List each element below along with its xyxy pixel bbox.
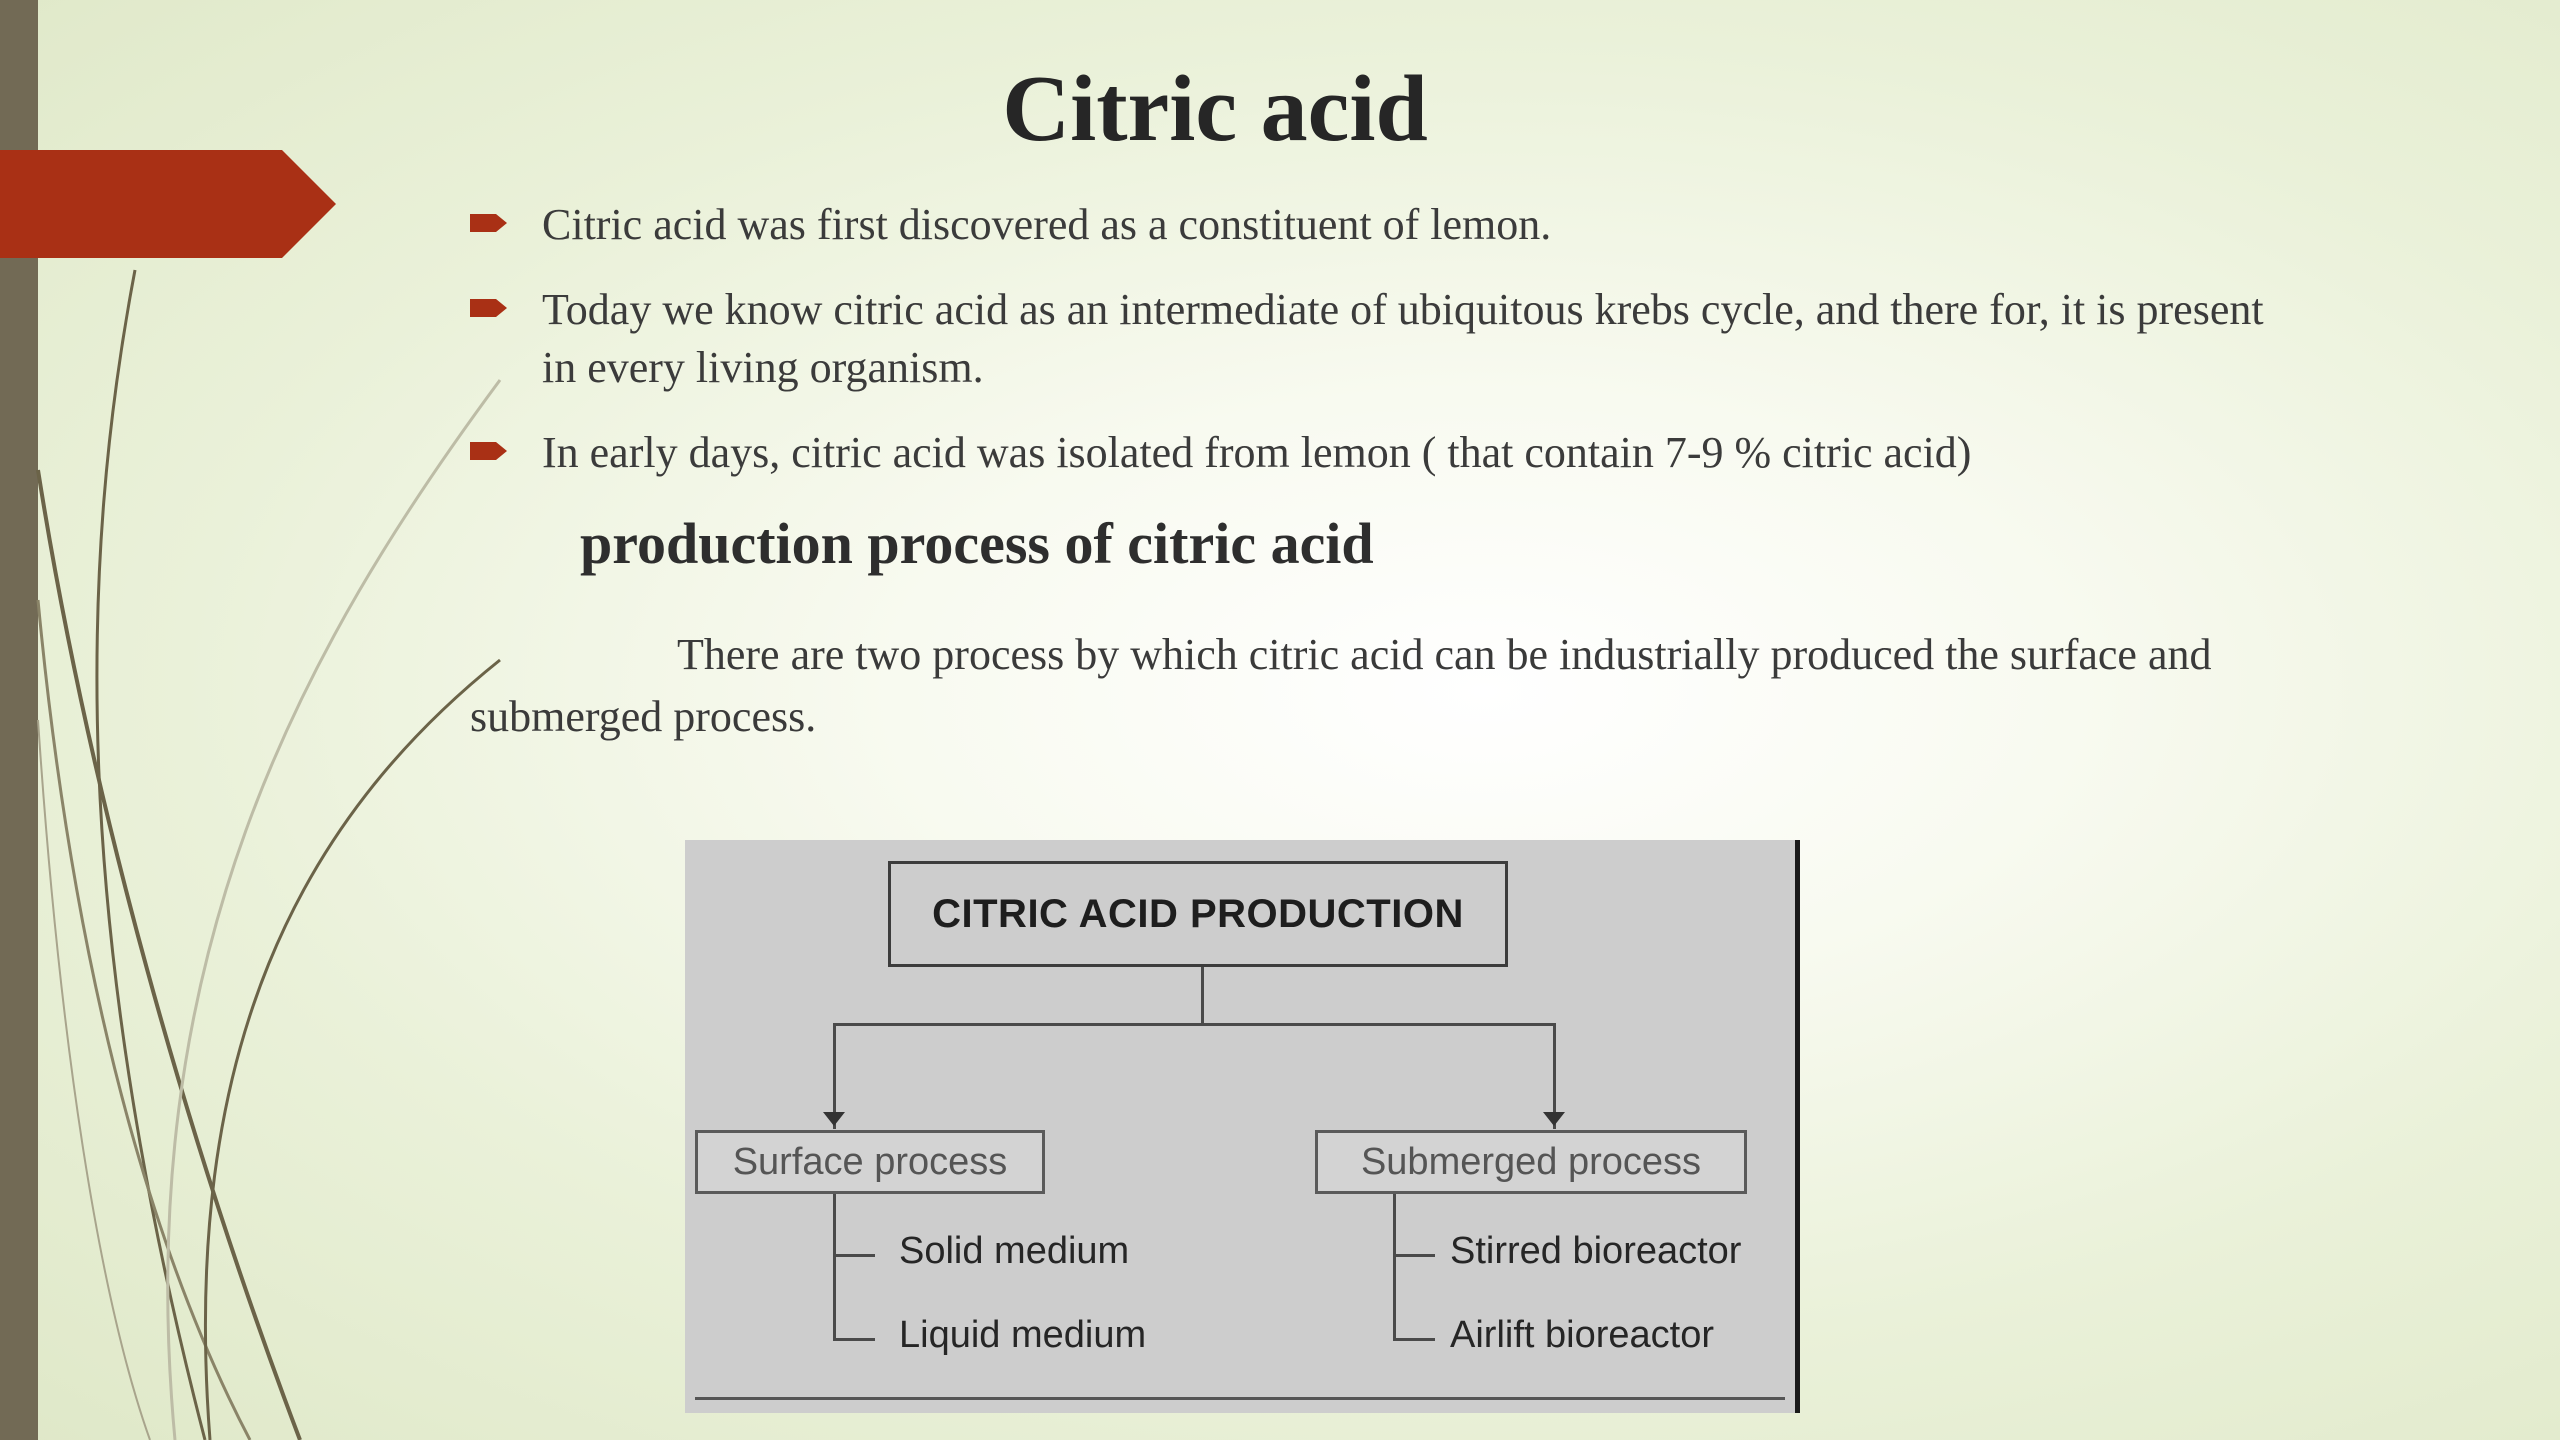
diagram-leaf: Airlift bioreactor: [1450, 1314, 1714, 1356]
connector: [833, 1023, 1555, 1026]
connector: [833, 1254, 875, 1257]
connector: [833, 1338, 875, 1341]
diagram-root-box: CITRIC ACID PRODUCTION: [888, 861, 1508, 967]
diagram-leaf: Liquid medium: [899, 1314, 1147, 1356]
arrow-bullet-icon: [470, 296, 508, 320]
submerged-process-box: Submerged process: [1315, 1130, 1747, 1194]
arrow-down-icon: [1543, 1112, 1565, 1126]
arrow-bullet-icon: [470, 439, 508, 463]
bullet-item: [470, 281, 2300, 397]
process-diagram: [685, 840, 1800, 1413]
bullet-item: [470, 196, 2300, 254]
bullet-text: Citric acid was first discovered as a constituent of lemon.: [542, 200, 1552, 249]
connector: [1201, 967, 1204, 1024]
slide-title: Citric acid: [1002, 57, 1428, 161]
title-accent-arrow: [0, 150, 340, 258]
arrow-bullet-icon: [470, 211, 508, 235]
connector: [833, 1194, 836, 1341]
connector: [1393, 1194, 1396, 1341]
diagram-leaf: Stirred bioreactor: [1450, 1230, 1742, 1272]
body-paragraph: There are two process by which citric acid can be industrially produced the surface and submerged process.: [470, 630, 2212, 741]
connector: [1393, 1254, 1435, 1257]
bullet-list: [470, 196, 2300, 509]
bullet-item: [470, 424, 2300, 482]
bullet-text: In early days, citric acid was isolated from lemon ( that contain 7-9 % citric acid): [542, 428, 1972, 477]
diagram-leaf: Solid medium: [899, 1230, 1130, 1272]
section-subheading: production process of citric acid: [580, 511, 1374, 576]
connector: [1393, 1338, 1435, 1341]
bullet-text: Today we know citric acid as an intermediate of ubiquitous krebs cycle, and there for, it is present in every living organism.: [542, 285, 2264, 392]
figure-bottom-rule: [695, 1397, 1785, 1400]
arrow-down-icon: [823, 1112, 845, 1126]
surface-process-box: Surface process: [695, 1130, 1045, 1194]
